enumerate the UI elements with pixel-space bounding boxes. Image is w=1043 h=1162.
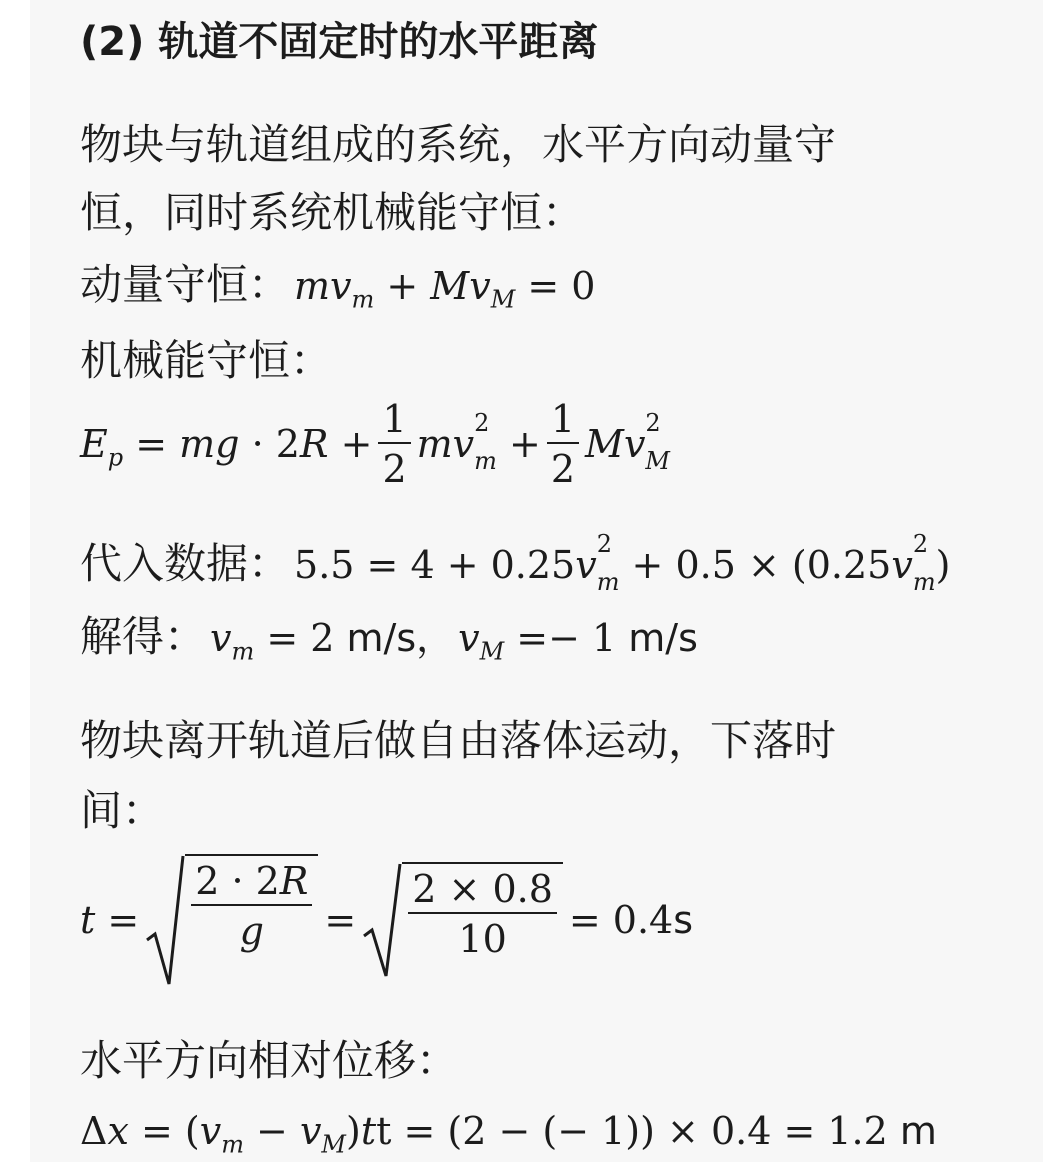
- momentum-equation-row: [80, 260, 596, 314]
- paragraph-fall-line2: 间：: [80, 786, 165, 835]
- energy-label: 机械能守恒：: [80, 336, 333, 385]
- sqrt-expression-1: $\frac{2 \cdot 2R}{g}$: [145, 854, 318, 986]
- solution-row: 解得： $v_m = 2$ m/s， $v_M =- 1$ m/s: [80, 612, 698, 666]
- momentum-label: 动量守恒：: [80, 260, 291, 309]
- paragraph-system-line1: 物块与轨道组成的系统，水平方向动量守: [80, 120, 837, 169]
- paragraph-system-line2: 恒，同时系统机械能守恒：: [80, 188, 585, 237]
- section-heading: (2) 轨道不固定时的水平距离: [80, 19, 599, 65]
- energy-equation: $E_p$ = mg · 2R + $\frac{1}{2}$ mv 2 m + $\frac{1}{2}$ Mv 2 M: [80, 397, 670, 491]
- displacement-equation: $\Delta x = (v_m - v_M)tt = (2$ − (− 1)) × 0.4 = 1.2 m: [80, 1109, 937, 1159]
- fraction-half: $\frac{1}{2}$: [378, 400, 410, 488]
- fraction-half-2: $\frac{1}{2}$: [547, 400, 579, 488]
- time-equation: t = $\frac{2 \cdot 2R}{g}$ = $\frac{2 \times 0.8}{10}$ = 0.4 s: [80, 850, 693, 990]
- momentum-equation: $mv_m + Mv_M = 0$: [294, 264, 596, 314]
- substitution-row: [80, 530, 951, 596]
- relative-displacement-label: 水平方向相对位移：: [80, 1036, 459, 1085]
- solve-label: 解得：: [80, 612, 207, 661]
- paragraph-fall-line1: 物块离开轨道后做自由落体运动，下落时: [80, 716, 837, 765]
- substitute-label: 代入数据：: [80, 539, 291, 588]
- sqrt-expression-2: $\frac{2 \times 0.8}{10}$: [362, 862, 563, 978]
- substitution-equation: 5.5 = 4 + 0.25v 2 m + 0.5 × (0.25v 2 m): [294, 530, 951, 596]
